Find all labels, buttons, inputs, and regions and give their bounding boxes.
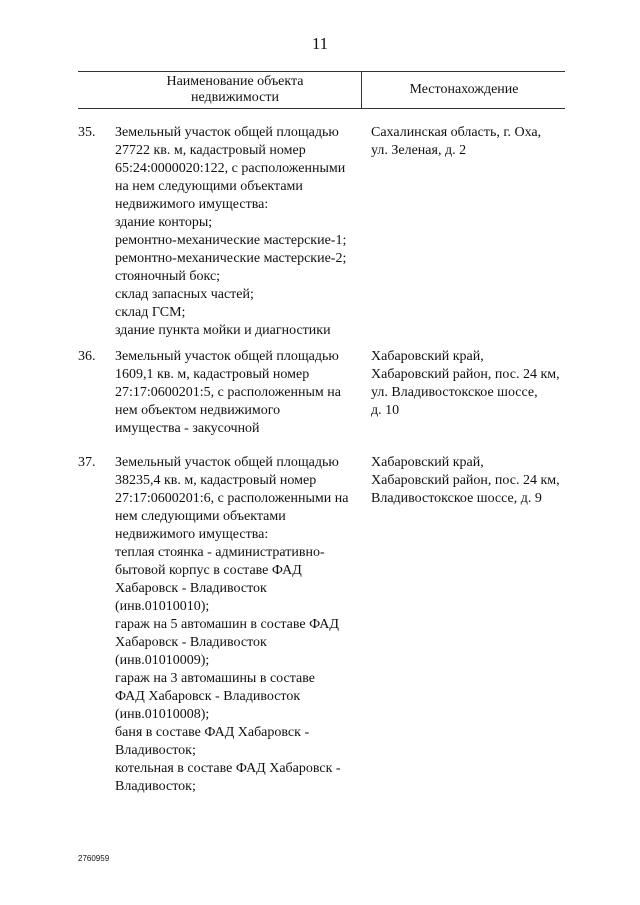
description-line: котельная в составе ФАД Хабаровск - <box>115 761 341 776</box>
description-line: нем следующими объектами <box>115 509 286 524</box>
header-object-name-line2: недвижимости <box>191 90 279 105</box>
description-line: гараж на 5 автомашин в составе ФАД <box>115 617 339 632</box>
description-line: склад запасных частей; <box>115 287 254 302</box>
description-line: Хабаровск - Владивосток <box>115 635 267 650</box>
description-line: теплая стоянка - административно- <box>115 545 325 560</box>
entry-location <box>371 348 571 420</box>
table-top-rule <box>78 71 565 72</box>
description-line: 38235,4 кв. м, кадастровый номер <box>115 473 317 488</box>
description-line: 65:24:0000020:122, с расположенными <box>115 161 346 176</box>
description-line: имущества - закусочной <box>115 421 260 436</box>
entry-description <box>115 124 371 340</box>
description-line: недвижимого имущества: <box>115 197 269 212</box>
description-line: Земельный участок общей площадью <box>115 455 339 470</box>
header-location: Местонахождение <box>409 82 519 97</box>
description-line: Земельный участок общей площадью <box>115 349 339 364</box>
description-line: здание пункта мойки и диагностики <box>115 323 331 338</box>
description-line: ремонтно-механические мастерские-2; <box>115 251 347 266</box>
description-line: Хабаровск - Владивосток <box>115 581 267 596</box>
description-line: недвижимого имущества: <box>115 527 269 542</box>
header-column-divider <box>361 71 362 108</box>
entry-location <box>371 454 571 508</box>
description-line: стояночный бокс; <box>115 269 221 284</box>
header-object-name <box>112 74 358 106</box>
description-line: 27:17:0600201:6, с расположенными на <box>115 491 349 506</box>
entry-description <box>115 454 371 796</box>
location-line: Сахалинская область, г. Оха, <box>371 125 542 140</box>
description-line: склад ГСМ; <box>115 305 186 320</box>
header-object-name-line1: Наименование объекта <box>166 74 304 89</box>
description-line: здание конторы; <box>115 215 213 230</box>
entry-number: 36. <box>78 349 96 364</box>
location-line: Хабаровский край, <box>371 455 484 470</box>
location-line: ул. Зеленая, д. 2 <box>371 143 467 158</box>
description-line: (инв.01010009); <box>115 653 210 668</box>
description-line: гараж на 3 автомашины в составе <box>115 671 315 686</box>
location-line: ул. Владивостокское шоссе, <box>371 385 538 400</box>
description-line: 1609,1 кв. м, кадастровый номер <box>115 367 310 382</box>
location-line: Владивостокское шоссе, д. 9 <box>371 491 542 506</box>
document-code: 2760959 <box>78 854 110 863</box>
location-line: Хабаровский район, пос. 24 км, <box>371 367 560 382</box>
description-line: Земельный участок общей площадью <box>115 125 339 140</box>
entry-number: 35. <box>78 125 96 140</box>
description-line: (инв.01010010); <box>115 599 210 614</box>
description-line: баня в составе ФАД Хабаровск - <box>115 725 310 740</box>
entry-number: 37. <box>78 455 96 470</box>
description-line: на нем следующими объектами <box>115 179 303 194</box>
description-line: (инв.01010008); <box>115 707 210 722</box>
description-line: нем объектом недвижимого <box>115 403 281 418</box>
description-line: 27722 кв. м, кадастровый номер <box>115 143 306 158</box>
page-number: 11 <box>311 34 329 53</box>
table-header-bottom-rule <box>78 108 565 109</box>
location-line: д. 10 <box>371 403 400 418</box>
location-line: Хабаровский район, пос. 24 км, <box>371 473 560 488</box>
description-line: Владивосток; <box>115 779 196 794</box>
entry-location <box>371 124 571 160</box>
description-line: ремонтно-механические мастерские-1; <box>115 233 347 248</box>
location-line: Хабаровский край, <box>371 349 484 364</box>
description-line: ФАД Хабаровск - Владивосток <box>115 689 301 704</box>
entry-description <box>115 348 371 438</box>
description-line: Владивосток; <box>115 743 196 758</box>
description-line: бытовой корпус в составе ФАД <box>115 563 302 578</box>
description-line: 27:17:0600201:5, с расположенным на <box>115 385 341 400</box>
